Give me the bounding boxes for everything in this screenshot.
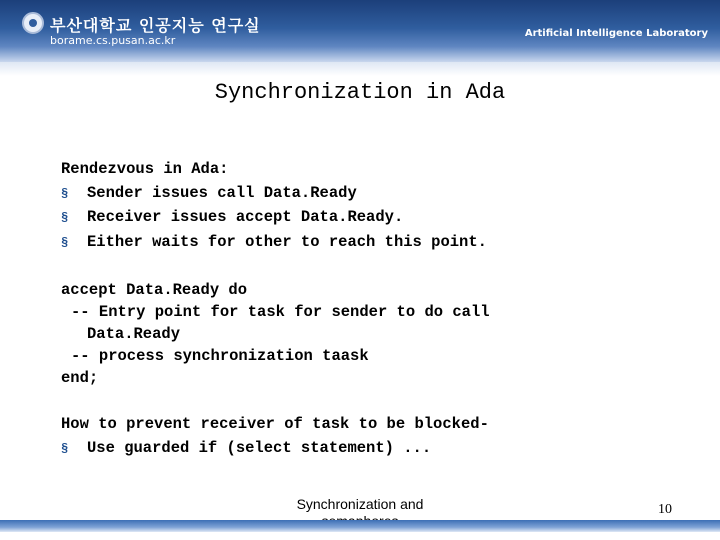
- question-text: How to prevent receiver of task to be blocked-: [61, 415, 489, 433]
- bullet-text: Use guarded if (select statement) ...: [87, 438, 432, 457]
- code-line: -- process synchronization taask: [71, 347, 369, 365]
- university-url: borame.cs.pusan.ac.kr: [50, 34, 176, 47]
- bullet-icon: §: [61, 211, 69, 225]
- slide-body: [61, 158, 681, 461]
- bullet-item: [61, 182, 681, 207]
- footer-bar: [0, 520, 720, 532]
- code-line: -- Entry point for task for sender to do call: [71, 303, 490, 321]
- slide-title: Synchronization in Ada: [214, 80, 506, 105]
- header-banner: [0, 0, 720, 62]
- bullet-item: [61, 206, 681, 231]
- bullet-text: Sender issues call Data.Ready: [87, 183, 357, 202]
- bullet-item: [61, 231, 681, 256]
- spacer: [61, 389, 681, 413]
- code-block: [61, 279, 681, 389]
- spacer: [61, 255, 681, 279]
- rendezvous-heading: Rendezvous in Ada:: [61, 160, 229, 178]
- bullet-item: [61, 437, 681, 462]
- lab-name: Artificial Intelligence Laboratory: [524, 28, 708, 39]
- footer-caption-line: Synchronization and: [296, 496, 424, 512]
- bullet-icon: §: [61, 235, 69, 250]
- bullet-text: Receiver issues accept Data.Ready.: [87, 208, 404, 226]
- university-name: 부산대학교 인공지능 연구실: [50, 16, 261, 35]
- code-line: accept Data.Ready do: [61, 281, 248, 299]
- bullet-icon: §: [61, 441, 69, 456]
- bullet-text: Either waits for other to reach this point.: [87, 232, 487, 251]
- university-logo-icon: [22, 12, 44, 34]
- bullet-icon: §: [61, 186, 69, 201]
- code-line: end;: [61, 369, 99, 387]
- page-number: 10: [658, 502, 672, 517]
- code-line: Data.Ready: [87, 325, 181, 343]
